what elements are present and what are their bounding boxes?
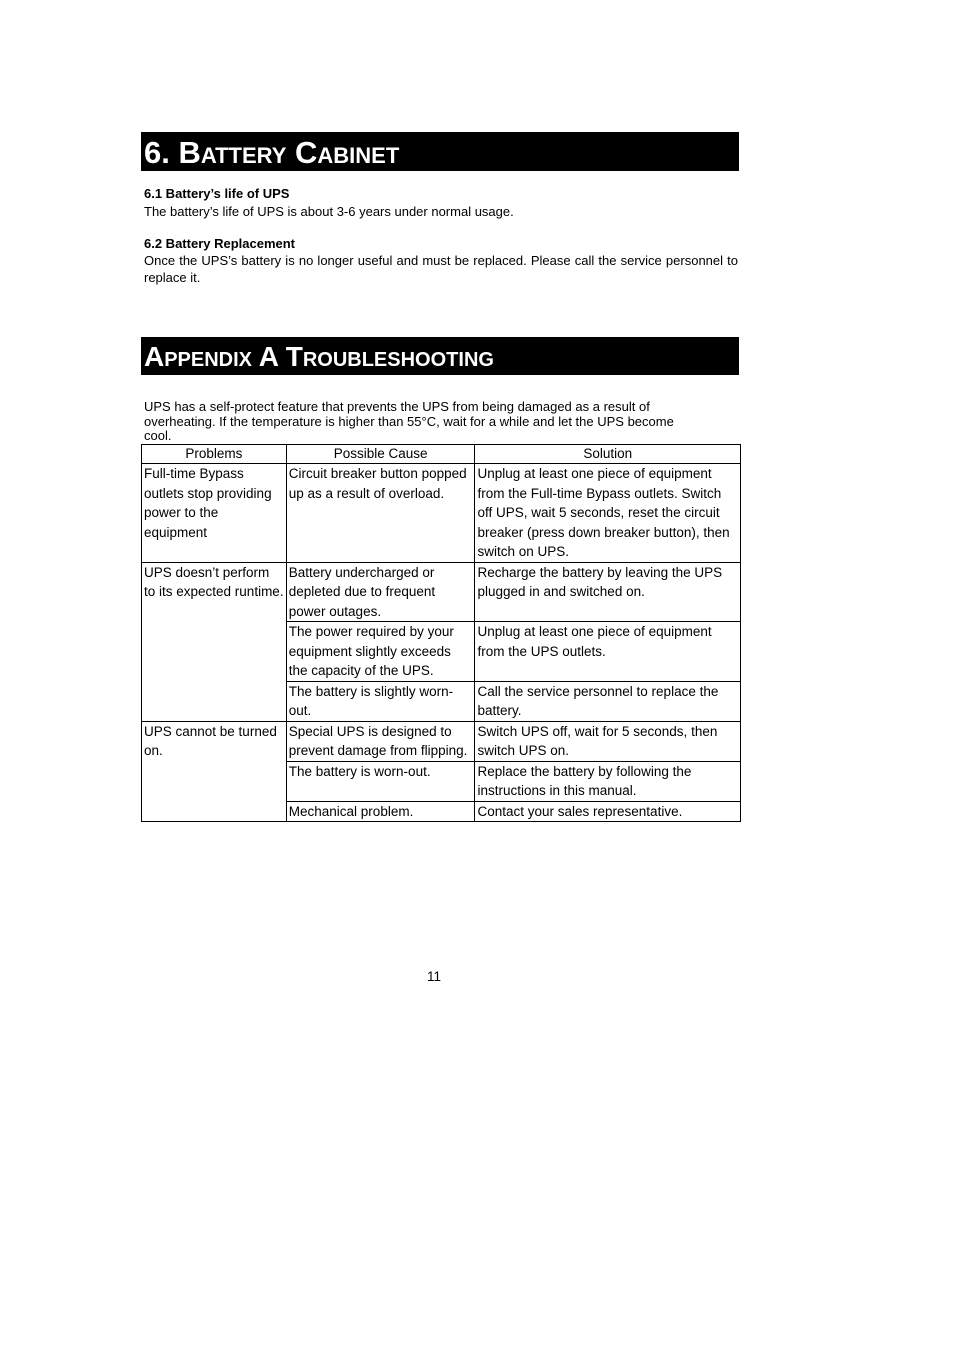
table-row [142, 562, 741, 622]
solution-cell: Contact your sales representative. [475, 801, 741, 822]
table-row [142, 464, 741, 563]
battery-replacement-heading: 6.2 Battery Replacement [144, 236, 296, 251]
battery-life-text: The battery’s life of UPS is about 3-6 years under normal usage. [144, 204, 514, 219]
section-6-title: 6. Battery Cabinet [141, 132, 739, 171]
solution-cell: Unplug at least one piece of equipment from the UPS outlets. [475, 622, 741, 682]
troubleshooting-intro: UPS has a self-protect feature that prevents the UPS from being damaged as a result of overheating. If the temperature is higher than 55°C, wait for a while and let the UPS become cool. [144, 399, 674, 443]
solution-cell: Replace the battery by following the instructions in this manual. [475, 761, 741, 801]
table-header-row [142, 445, 741, 464]
troubleshooting-table [141, 444, 741, 822]
solution-cell: Call the service personnel to replace the battery. [475, 681, 741, 721]
table-row [142, 721, 741, 761]
problem-cell: UPS cannot be turned on. [142, 721, 287, 822]
page-number: 11 [426, 969, 441, 984]
solution-cell: Recharge the battery by leaving the UPS plugged in and switched on. [475, 562, 741, 622]
cause-cell: Special UPS is designed to prevent damage from flipping. [286, 721, 475, 761]
header-problems: Problems [142, 445, 287, 464]
solution-cell: Unplug at least one piece of equipment from the Full-time Bypass outlets. Switch off UPS, wait 5 seconds, reset the circuit breaker (press down breaker button), then switch on UPS. [475, 464, 741, 563]
battery-life-heading: 6.1 Battery’s life of UPS [144, 186, 290, 201]
cause-cell: Battery undercharged or depleted due to frequent power outages. [286, 562, 475, 622]
cause-cell: Mechanical problem. [286, 801, 475, 822]
cause-cell: The power required by your equipment slightly exceeds the capacity of the UPS. [286, 622, 475, 682]
problem-cell: UPS doesn’t perform to its expected runtime. [142, 562, 287, 721]
solution-cell: Switch UPS off, wait for 5 seconds, then switch UPS on. [475, 721, 741, 761]
header-possible-cause: Possible Cause [286, 445, 475, 464]
header-solution: Solution [475, 445, 741, 464]
battery-replacement-text: Once the UPS’s battery is no longer useful and must be replaced. Please call the service personnel to replace it. [144, 253, 738, 285]
cause-cell: The battery is worn-out. [286, 761, 475, 801]
cause-cell: Circuit breaker button popped up as a result of overload. [286, 464, 475, 563]
problem-cell: Full-time Bypass outlets stop providing power to the equipment [142, 464, 287, 563]
cause-cell: The battery is slightly worn-out. [286, 681, 475, 721]
appendix-title: Appendix A Troubleshooting [141, 337, 739, 375]
